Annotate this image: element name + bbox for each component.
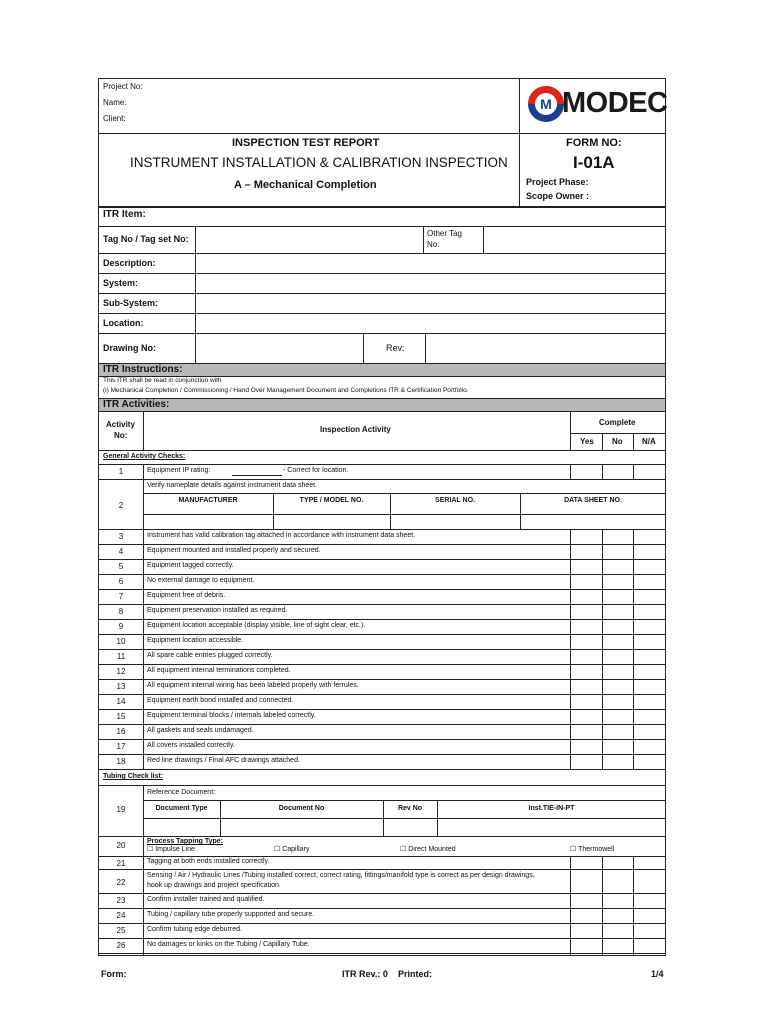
check-cell-na[interactable] [634, 590, 665, 603]
check-cell-na[interactable] [634, 909, 665, 922]
logo-text: MODEC [562, 87, 668, 119]
check-cell-na[interactable] [634, 560, 665, 573]
row-text: No external damage to equipment. [147, 577, 255, 584]
row-no: 14 [116, 697, 126, 706]
row-1-tail: - Correct for location. [283, 467, 349, 474]
row-no: 24 [116, 911, 126, 920]
row-text: Equipment earth bond installed and connected. [147, 697, 294, 704]
check-cell-na[interactable] [634, 939, 665, 952]
row-text: Tubing / capillary tube properly supported and secure. [147, 911, 315, 918]
check-cell-na[interactable] [634, 894, 665, 907]
row-no: 23 [116, 896, 126, 905]
svg-text:M: M [540, 96, 552, 112]
tag-no-label: Tag No / Tag set No: [103, 234, 189, 244]
check-cell-na[interactable] [634, 635, 665, 648]
complete-header: Complete [599, 418, 636, 427]
check-cell-no[interactable] [603, 575, 632, 588]
check-cell-yes[interactable] [571, 620, 601, 633]
check-cell-no[interactable] [603, 620, 632, 633]
row-no: 4 [118, 547, 124, 556]
project-phase-label: Project Phase: [526, 177, 589, 187]
doc-type-header: Document Type [155, 805, 208, 812]
description-field[interactable] [197, 255, 664, 272]
row-no: 13 [116, 682, 126, 691]
check-cell-na[interactable] [634, 620, 665, 633]
yes-header: Yes [580, 437, 594, 446]
check-cell-no[interactable] [603, 695, 632, 708]
check-cell-no[interactable] [603, 605, 632, 618]
check-cell-no[interactable] [603, 755, 632, 768]
check-cell-na[interactable] [634, 650, 665, 663]
check-cell-no[interactable] [603, 635, 632, 648]
check-cell-yes[interactable] [571, 680, 601, 693]
check-cell-yes[interactable] [571, 710, 601, 723]
row-text: Equipment free of debris. [147, 592, 226, 599]
check-cell-no[interactable] [603, 924, 632, 937]
check-cell-yes[interactable] [571, 924, 601, 937]
row-no: 22 [116, 878, 126, 887]
row-1-text: Equipment IP rating: [147, 467, 211, 474]
activities-heading-bar [98, 398, 666, 412]
tubing-heading: Tubing Check list: [103, 773, 164, 780]
row-no: 11 [116, 652, 126, 661]
system-label: System: [103, 278, 139, 288]
check-cell-no[interactable] [603, 725, 632, 738]
form-no-value: I-01A [573, 153, 615, 172]
check-cell-no[interactable] [603, 545, 632, 558]
row-no: 20 [116, 841, 126, 850]
capillary-option[interactable]: ☐ Capillary [274, 846, 310, 853]
check-cell-yes[interactable] [571, 605, 601, 618]
check-cell-yes[interactable] [571, 665, 601, 678]
other-tag-label-2: No: [427, 240, 440, 249]
drawing-no-field[interactable] [197, 335, 361, 362]
form-no-label: FORM NO: [566, 137, 622, 149]
check-cell-na[interactable] [634, 530, 665, 543]
check-cell-na[interactable] [634, 605, 665, 618]
row-text: All spare cable entries plugged correctly. [147, 652, 273, 659]
scope-owner-label: Scope Owner : [526, 191, 590, 201]
check-cell-no[interactable] [603, 710, 632, 723]
row-no: 9 [118, 622, 124, 631]
model-header: TYPE / MODEL NO. [299, 497, 364, 504]
instructions-line-2: (i) Mechanical Completion / Commissioning / Hand Over Management Document and Completions ITR & Certification Portfolio. [103, 387, 469, 394]
row-no: 16 [116, 727, 126, 736]
row-22-text-1: Sensing / Air / Hydraulic Lines /Tubing installed correct, correct rating, fittings/manifold type is correct as per design drawings, [147, 872, 535, 879]
check-cell-na[interactable] [634, 695, 665, 708]
check-cell-na[interactable] [634, 665, 665, 678]
row-no: 6 [118, 577, 124, 586]
serial-header: SERIAL NO. [435, 497, 475, 504]
row-text: Equipment preservation installed as required. [147, 607, 288, 614]
check-cell-no[interactable] [603, 894, 632, 907]
check-cell-na[interactable] [634, 924, 665, 937]
check-cell-na[interactable] [634, 740, 665, 753]
check-cell-na[interactable] [634, 545, 665, 558]
instructions-line-1: This ITR shall be read in conjunction with [103, 377, 222, 384]
check-cell-yes[interactable] [571, 635, 601, 648]
check-cell-no[interactable] [603, 680, 632, 693]
check-cell-yes[interactable] [571, 894, 601, 907]
check-cell-na[interactable] [634, 755, 665, 768]
check-cell-no[interactable] [603, 530, 632, 543]
check-cell-na[interactable] [634, 710, 665, 723]
check-cell-yes[interactable] [571, 909, 601, 922]
row-text: Equipment mounted and installed properly and secured. [147, 547, 321, 554]
row-20-title: Process Tapping Type: [147, 838, 223, 845]
check-cell-yes[interactable] [571, 740, 601, 753]
row-no: 15 [116, 712, 126, 721]
datasheet-header: DATA SHEET NO. [564, 497, 622, 504]
check-cell-no[interactable] [603, 939, 632, 952]
check-cell-yes[interactable] [571, 755, 601, 768]
row-no: 26 [116, 941, 126, 950]
row-text: Equipment location accessible. [147, 637, 244, 644]
row-text: Equipment location acceptable (display visible, line of sight clear, etc.). [147, 622, 366, 629]
check-cell-yes[interactable] [571, 590, 601, 603]
check-cell-no[interactable] [603, 560, 632, 573]
report-title: INSPECTION TEST REPORT [232, 137, 380, 149]
general-heading: General Activity Checks: [103, 453, 186, 460]
report-section: A – Mechanical Completion [234, 179, 377, 191]
row-text: All covers installed correctly. [147, 742, 235, 749]
modec-logo [526, 84, 666, 124]
activity-no-header: Activity [106, 420, 135, 429]
instructions-heading-bar [98, 363, 666, 377]
row-no: 18 [116, 757, 126, 766]
tag-no-field[interactable] [197, 228, 421, 251]
description-label: Description: [103, 258, 156, 268]
check-cell-yes[interactable] [571, 530, 601, 543]
row-text: Confirm tubing edge deburred. [147, 926, 242, 933]
doc-no-header: Document No [278, 805, 325, 812]
row-no: 19 [116, 805, 126, 814]
row-text: Confirm installer trained and qualified. [147, 896, 265, 903]
direct-mounted-option[interactable]: ☐ Direct Mounted [400, 846, 456, 853]
other-tag-label: Other Tag [427, 229, 462, 238]
row-2-text: Verify nameplate details against instrument data sheet. [147, 482, 318, 489]
check-cell-na[interactable] [634, 725, 665, 738]
row-text: Equipment tagged correctly. [147, 562, 234, 569]
check-cell-yes[interactable] [571, 545, 601, 558]
check-cell-no[interactable] [603, 665, 632, 678]
ip-rating-blank[interactable] [232, 475, 282, 476]
project-no-label: Project No: [103, 82, 143, 91]
thermowell-option[interactable]: ☐ Thermowell [570, 846, 615, 853]
row-no: 12 [116, 667, 126, 676]
instructions-heading: ITR Instructions: [103, 364, 183, 375]
check-cell-yes[interactable] [571, 695, 601, 708]
row-text: Red line drawings / Final AFC drawings attached. [147, 757, 300, 764]
footer-form: Form: [101, 969, 127, 979]
rev-no-header: Rev No [397, 805, 423, 812]
name-label: Name: [103, 98, 127, 107]
row-no: 10 [116, 637, 126, 646]
row-text: No damages or kinks on the Tubing / Capillary Tube. [147, 941, 310, 948]
check-cell-no[interactable] [603, 740, 632, 753]
location-label: Location: [103, 318, 144, 328]
row-no: 21 [116, 859, 126, 868]
sub-system-label: Sub-System: [103, 298, 159, 308]
row-no: 7 [118, 592, 124, 601]
row-19-ref: Reference Document: [147, 789, 216, 796]
check-cell-yes[interactable] [571, 560, 601, 573]
row-no: 25 [116, 926, 126, 935]
row-text: Instrument has valid calibration tag attached in accordance with instrument data sheet. [147, 532, 416, 539]
client-label: Client: [103, 114, 126, 123]
check-cell-no[interactable] [603, 590, 632, 603]
row-no: 5 [118, 562, 124, 571]
row-no: 17 [116, 742, 126, 751]
footer-itr-rev: ITR Rev.: 0 [342, 969, 388, 979]
system-field[interactable] [197, 275, 664, 292]
check-cell-yes[interactable] [571, 575, 601, 588]
drawing-no-label: Drawing No: [103, 343, 156, 353]
rev-label: Rev: [386, 343, 405, 353]
row-text: All gaskets and seals undamaged. [147, 727, 254, 734]
sub-system-field[interactable] [197, 295, 664, 312]
row-text: All equipment internal wiring has been labeled properly with ferrules. [147, 682, 359, 689]
modec-logo-icon [526, 84, 566, 124]
activities-heading: ITR Activities: [103, 399, 170, 410]
rev-field[interactable] [427, 335, 664, 362]
row-no: 1 [118, 467, 124, 476]
check-cell-no[interactable] [603, 650, 632, 663]
other-tag-field[interactable] [485, 228, 664, 251]
check-cell-yes[interactable] [571, 650, 601, 663]
row-21-text: Tagging at both ends installed correctly. [147, 858, 270, 865]
report-subtitle: INSTRUMENT INSTALLATION & CALIBRATION INSPECTION [130, 155, 508, 170]
row-text: Equipment terminal blocks / internals labeled correctly. [147, 712, 316, 719]
row-no: 2 [118, 501, 124, 510]
check-cell-yes[interactable] [571, 725, 601, 738]
footer-printed: Printed: [398, 969, 433, 979]
tie-in-header: Inst.TIE-IN-PT [528, 805, 575, 812]
row-text: All equipment internal terminations completed. [147, 667, 291, 674]
row-no: 8 [118, 607, 124, 616]
itr-item-label: ITR Item: [103, 209, 146, 220]
impulse-line-option[interactable]: ☐ Impulse Line [147, 846, 195, 853]
inspection-activity-header: Inspection Activity [320, 425, 391, 434]
location-field[interactable] [197, 315, 664, 332]
check-cell-na[interactable] [634, 575, 665, 588]
no-header: No [612, 437, 623, 446]
row-22-text-2: hook up drawings and project specification. [147, 882, 281, 889]
row-no: 3 [118, 532, 124, 541]
check-cell-yes[interactable] [571, 939, 601, 952]
footer-page: 1/4 [651, 969, 664, 979]
activity-no-header-2: No: [114, 431, 128, 440]
manufacturer-header: MANUFACTURER [178, 497, 238, 504]
na-header: N/A [642, 437, 656, 446]
check-cell-na[interactable] [634, 680, 665, 693]
check-cell-no[interactable] [603, 909, 632, 922]
